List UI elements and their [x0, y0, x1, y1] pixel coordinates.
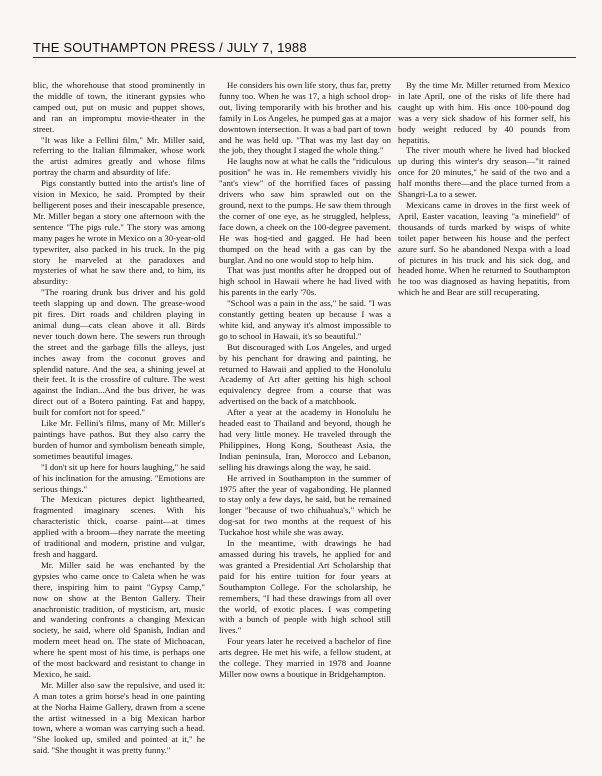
paragraph: He arrived in Southampton in the summer of 1975 after the year of vagabonding. He planned to stay only a few days, he said, but he remained longer "because of two chihuahua's," which he dog-sat for two months at the request of his Tuckahoe host while she was away. — [219, 472, 391, 538]
paragraph: By the time Mr. Miller returned from Mexico in late April, one of the risks of life there had caught up with him. His once 100-pound dog was a very sick shadow of his former self, his body weight reduced by 40 pounds from hepatitis. — [398, 80, 570, 145]
paragraph: After a year at the academy in Honolulu he headed east to Thailand and beyond, though he had very little money. He traveled through the Philippines, Hong Kong, Southeast Asia, the Indian peninsula, Iran, Morocco and Lebanon, selling his drawings along the way, he said. — [219, 407, 391, 472]
column-2 — [219, 80, 391, 680]
paragraph: The Mexican pictures depict lighthearted, fragmented imaginary scenes. With his characteristic thick, coarse paint—at times applied with a broom—they narrate the meeting of traditional and modern, pristine and vulgar, fresh and haggard. — [33, 494, 205, 559]
paragraph: In the meantime, with drawings he had amassed during his travels, he applied for and was granted a Presidential Art Scholarship that paid for his entire tuition for four years at Southampton College. For the scholarship, he remembers, "I had these drawings from all over the world, of exotic places. I was competing with a bunch of people with high school still lives." — [219, 538, 391, 636]
masthead-rule — [33, 57, 576, 58]
paragraph: Pigs constantly butted into the artist's line of vision in Mexico, he said. Prompted by their belligerent poses and their inescapable presence, Mr. Miller began a story one afternoon with the sentence "The pigs rule." The story was among many pages he wrote in Mexico on a 30-year-old typewriter, also packed in his truck. In the pig story he marveled at the paradoxes and mysteries of what he saw there and, to him, its absurdity: — [33, 178, 205, 287]
paragraph: He laughs now at what he calls the "ridiculous position" he was in. He remembers vividly his "ant's view" of the horrified faces of passing drivers who saw him sprawled out on the ground, next to the pumps. He saw them through the corner of one eye, as he struggled, helpless, face down, a cheek on the 100-degree pavement. He was hog-tied and gagged. He had been thumped on the head with a gas can by the burglar. And no one would stop to help him. — [219, 156, 391, 265]
paragraph: Mexicans came in droves in the first week of April, Easter vacation, leaving "a minefield" of thousands of turds marked by wisps of white toilet paper between his house and the perfect azure surf. So he abandoned Nexpa with a load of pictures in his truck and his sick dog, and headed home. When he returned to Southampton he too was diagnosed as having hepatitis, from which he and Bear are still recuperating. — [398, 199, 570, 298]
masthead: THE SOUTHAMPTON PRESS / JULY 7, 1988 — [33, 40, 307, 55]
column-1 — [33, 80, 205, 756]
paragraph: "School was a pain in the ass," he said. "I was constantly getting beaten up because I was a white kid, and anyway it's almost impossible to go to school in Hawaii, it's so beautiful." — [219, 298, 391, 341]
paragraph: That was just months after he dropped out of high school in Hawaii where he had lived with his parents in the early '70s. — [219, 265, 391, 298]
paragraph: "I don't sit up here for hours laughing," he said of his inclination for the amusing. "Emotions are serious things." — [33, 461, 205, 494]
paragraph: Four years later he received a bachelor of fine arts degree. He met his wife, a fellow student, at the college. They married in 1978 and Joanne Miller now owns a boutique in Bridgehampton. — [219, 636, 391, 679]
paragraph: blic, the whorehouse that stood prominently in the middle of town, the itinerant gypsies who camped out, put on music and puppet shows, and ran an impromptu movie-theater in the street. — [33, 80, 205, 134]
column-3 — [398, 80, 570, 298]
paragraph: Mr. Miller also saw the repulsive, and used it: A man totes a grim horse's head in one painting at the Norha Haime Gallery, drawn from a scene the artist witnessed in a big Mexican harbor town, where a woman was carrying such a head. "She looked up, smiled and pointed at it," he said. "She thought it was pretty funny." — [33, 679, 205, 756]
paragraph: Mr. Miller said he was enchanted by the gypsies who came once to Caleta when he was there, inspiring him to paint "Gypsy Camp," now on show at the Benton Gallery. Their anachronistic tradition, of mysticism, art, music and wandering confronts a changing Mexican society, he said, where old Spanish, Indian and modern meet head on. The state of Michoacan, where he spent most of his time, is perhaps one of the most backward and resistant to change in Mexico, he said. — [33, 559, 205, 679]
paragraph: "It was like a Fellini film," Mr. Miller said, referring to the Italian filmmaker, whose work the artist admires greatly and whose films portray the charm and absurdity of life. — [33, 134, 205, 178]
paragraph: Like Mr. Fellini's films, many of Mr. Miller's paintings have pathos. But they also carry the burden of humor and symbolism beneath simple, sometimes beautiful images. — [33, 418, 205, 461]
paragraph: The river mouth where he lived had blocked up during this winter's dry season—"it rained once for 20 minutes," he said of the two and a half months there—and the place turned from a Shangri-La to a sewer. — [398, 145, 570, 200]
paragraph: "The roaring drunk bus driver and his gold teeth slapping up and down. The grease-wood pit fires. Dirt roads and children playing in animal dung—cats clean above it all. Birds never touch down here. The sewers run through the street and the garbage fills the alleys, just inches away from the coconut groves and splendid nature. And the sea, a shining jewel at their feet. It is the crossfire of culture. The west against the Indian...And the bus driver, he was direct out of a Botero painting. Fat and happy, built for comfort not for speed." — [33, 287, 205, 418]
paragraph: But discouraged with Los Angeles, and urged by his penchant for drawing and painting, he returned to Hawaii and applied to the Honolulu Academy of Art after getting his high school equivalency degree from a course that was advertised on the back of a matchbook. — [219, 341, 391, 407]
paragraph: He considers his own life story, thus far, pretty funny too. When he was 17, a high school drop-out, living temporarily with his brother and his family in Los Angeles, he pumped gas at a major downtown intersection. It was a bad part of town and he was held up. "That was my last day on the job, they thought I staged the whole thing." — [219, 80, 391, 156]
